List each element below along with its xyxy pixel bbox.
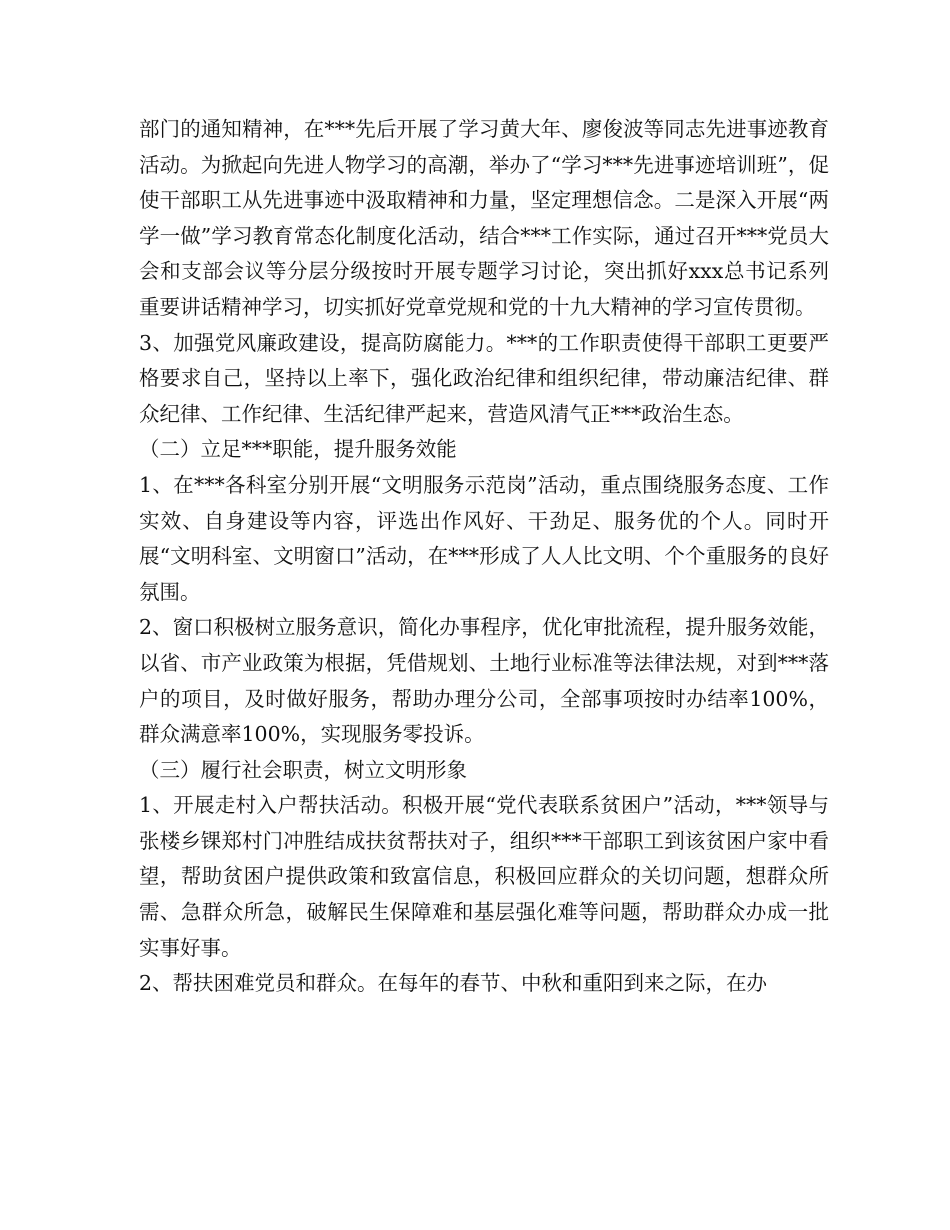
body-paragraph: 3、加强党风廉政建设，提高防腐能力。***的工作职责使得干部职工更要严格要求自己，坚持以上率下，强化政治纪律和组织纪律，带动廉洁纪律、群众纪律、工作纪律、生活纪律严起来，营造风清气正***政治生态。 [139, 330, 829, 426]
body-paragraph: 2、帮扶困难党员和群众。在每年的春节、中秋和重阳到来之际，在办 [139, 971, 768, 996]
body-paragraph: 2、窗口积极树立服务意识，简化办事程序，优化审批流程，提升服务效能，以省、市产业政策为根据，凭借规划、土地行业标准等法律法规，对到***落户的项目，及时做好服务，帮助办理分公司，全部事项按时办结率100%，群众满意率100%，实现服务零投诉。 [139, 615, 829, 747]
section-heading: （三）履行社会职责，树立文明形象 [139, 757, 467, 782]
body-paragraph: 1、在***各科室分别开展“文明服务示范岗”活动，重点围绕服务态度、工作实效、自身建设等内容，评选出作风好、干劲足、服务优的个人。同时开展“文明科室、文明窗口”活动，在***形成了人人比文明、个个重服务的良好氛围。 [139, 472, 829, 604]
body-paragraph: 部门的通知精神，在***先后开展了学习黄大年、廖俊波等同志先进事迹教育活动。为掀起向先进人物学习的高潮，举办了“学习***先进事迹培训班”，促使干部职工从先进事迹中汲取精神和力量，坚定理想信念。二是深入开展“两学一做”学习教育常态化制度化活动，结合***工作实际，通过召开***党员大会和支部会议等分层分级按时开展专题学习讨论，突出抓好xxx总书记系列重要讲话精神学习，切实抓好党章党规和党的十九大精神的学习宣传贯彻。 [139, 117, 829, 319]
body-paragraph: 1、开展走村入户帮扶活动。积极开展“党代表联系贫困户”活动，***领导与张楼乡锞郑村门冲胜结成扶贫帮扶对子，组织***干部职工到该贫困户家中看望，帮助贫困户提供政策和致富信息，积极回应群众的关切问题，想群众所需、急群众所急，破解民生保障难和基层强化难等问题，帮助群众办成一批实事好事。 [139, 793, 829, 960]
document-page [139, 112, 829, 1002]
section-heading: （二）立足***职能，提升服务效能 [139, 437, 457, 462]
